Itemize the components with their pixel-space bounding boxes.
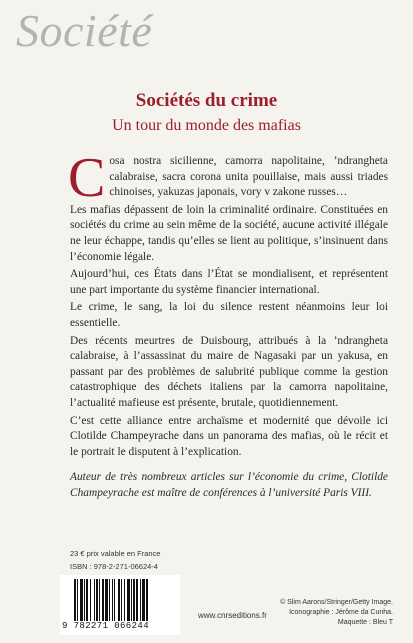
- barcode-bar: [142, 579, 145, 621]
- credit-photo: © Slim Aarons/Stringer/Getty Image.: [280, 599, 393, 606]
- isbn-label: ISBN : 978-2-271-06624-4: [70, 562, 158, 571]
- book-subtitle: Un tour du monde des mafias: [112, 117, 301, 134]
- barcode-bar: [127, 579, 130, 621]
- barcode: [60, 575, 180, 635]
- barcode-bar: [86, 579, 88, 621]
- barcode-number: 9 782271 066244: [62, 621, 150, 631]
- barcode-bar: [136, 579, 138, 621]
- barcode-bar: [105, 579, 108, 621]
- series-title: Société: [16, 5, 153, 56]
- barcode-bar: [109, 579, 110, 621]
- barcode-bars: [74, 579, 174, 621]
- barcode-bar: [102, 579, 104, 621]
- blurb: [68, 147, 388, 503]
- author-bio: Auteur de très nombreux articles sur l’économie du crime, Clotilde Champeyrache est maître de conférences à l’université Paris VIII.: [70, 471, 388, 499]
- blurb-paragraph-6: C’est cette alliance entre archaïsme et modernité que dévoile ici Clotilde Champeyrache dans un panorama des mafias, où le récit et le portrait le disputent à l’explication.: [70, 414, 388, 458]
- barcode-bar: [94, 579, 95, 621]
- barcode-bar: [80, 579, 83, 621]
- blurb-paragraph-4: Le crime, le sang, la loi du silence restent néanmoins leur loi essentielle.: [70, 301, 388, 329]
- credits: [193, 598, 393, 628]
- blurb-paragraph-2: Les mafias dépassent de loin la criminalité ordinaire. Constituées en sociétés du crime au sein même de la société, aucune activité illégale ne leur échappe, tandis qu’elles se lient au politique, s’insinuent dans l’économie légale.: [70, 203, 388, 263]
- blurb-paragraph-5: Des récents meurtres de Duisbourg, attribués à la ’ndrangheta calabraise, à l’assassinat du maire de Nagasaki par un yakusa, en passant par des problèmes de salubrité publique comme la gestion catastrophique des déchets italiens par la camorra napolitaine, l’actualité mafieuse est présente, brutale, quotidiennement.: [70, 334, 388, 409]
- barcode-bar: [133, 579, 135, 621]
- barcode-bar: [124, 579, 125, 621]
- barcode-bar: [140, 579, 141, 621]
- book-title: Sociétés du crime: [135, 90, 278, 111]
- blurb-paragraph-1: [68, 147, 388, 209]
- barcode-bar: [131, 579, 132, 621]
- blurb-text-1: osa nostra sicilienne, camorra napolitaine, ’ndrangheta calabraise, sacra corona unita pouillaise, mais aussi triades chinoises, yakuzas japonais, vory v zakone russes…: [109, 155, 388, 199]
- credit-maquette: Maquette : Bleu T: [337, 619, 393, 626]
- barcode-bar: [96, 579, 98, 621]
- barcode-bar: [74, 579, 76, 621]
- barcode-bar: [114, 579, 115, 621]
- barcode-bar: [146, 579, 148, 621]
- barcode-bar: [112, 579, 113, 621]
- barcode-bar: [84, 579, 85, 621]
- price-label: 23 € prix valable en France: [70, 549, 161, 558]
- barcode-bar: [99, 579, 100, 621]
- publisher-website: www.cnrseditions.fr: [198, 611, 267, 620]
- barcode-bar: [77, 579, 78, 621]
- barcode-bar: [121, 579, 122, 621]
- barcode-bar: [118, 579, 120, 621]
- credit-iconography: Iconographie : Jérôme da Cunha.: [289, 609, 393, 616]
- drop-cap: C: [68, 147, 106, 209]
- blurb-paragraph-3: Aujourd’hui, ces États dans l’État se mondialisent, et représentent une part importante du système financier international.: [70, 268, 388, 296]
- barcode-bar: [90, 579, 91, 621]
